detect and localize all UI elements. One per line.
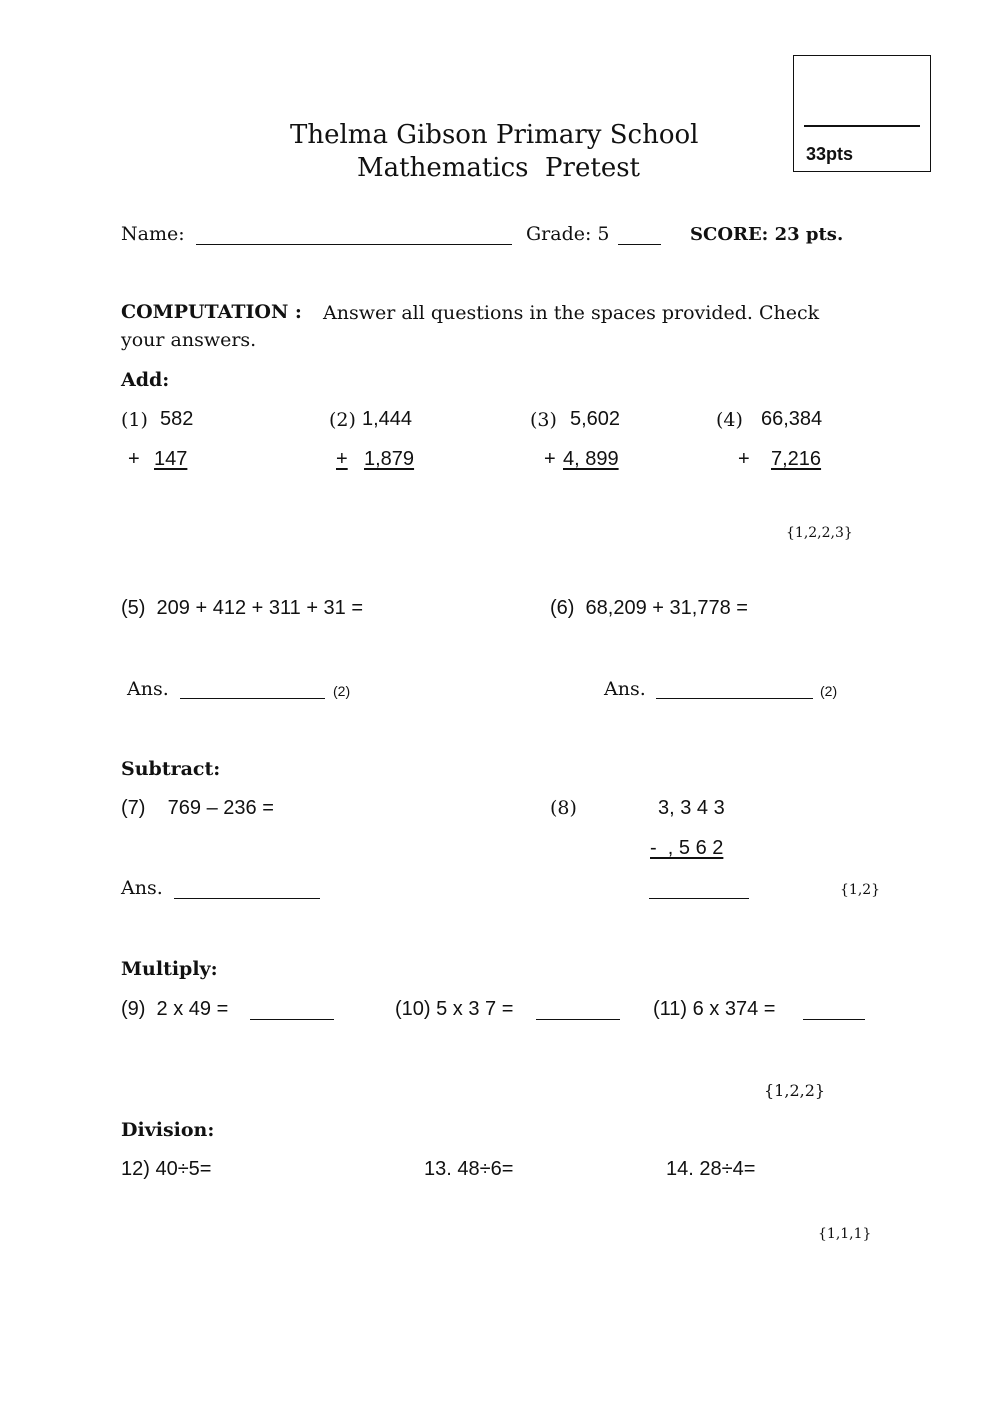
name-blank[interactable] (196, 243, 512, 245)
problem-3-number: (3) (530, 409, 557, 431)
problem-8-answer-blank[interactable] (649, 897, 749, 899)
problem-6-answer-blank[interactable] (656, 697, 813, 699)
problem-8-bottom: - , 5 6 2 (650, 837, 724, 859)
problem-4-number: (4) (716, 409, 743, 431)
score-blank-line (804, 125, 920, 127)
problem-9-answer-blank[interactable] (250, 1018, 334, 1020)
problem-7: (7) 769 – 236 = (121, 797, 274, 819)
problem-6-ans-label: Ans. (604, 678, 646, 700)
problem-1-bottom: 147 (154, 448, 188, 470)
division-heading: Division: (121, 1119, 215, 1141)
grade-blank[interactable] (618, 243, 661, 245)
instructions-line2: your answers. (121, 329, 257, 351)
problem-3-top: 5,602 (570, 408, 621, 430)
problem-11: (11) 6 x 374 = (653, 998, 776, 1020)
problem-8-number: (8) (550, 797, 577, 819)
problem-11-answer-blank[interactable] (803, 1018, 865, 1020)
multiply-heading: Multiply: (121, 958, 218, 980)
multiply-points: {1,2,2} (764, 1081, 826, 1100)
problem-5-points: (2) (333, 683, 351, 699)
problem-6: (6) 68,209 + 31,778 = (550, 597, 748, 619)
total-points: 33pts (806, 144, 854, 164)
total-points-box (793, 55, 931, 172)
grade-label: Grade: 5 (526, 223, 610, 245)
problem-2-number: (2) (329, 409, 356, 431)
problem-2-top: 1,444 (362, 408, 413, 430)
problem-9: (9) 2 x 49 = (121, 998, 229, 1020)
problem-3-bottom: 4, 899 (563, 448, 619, 470)
problem-1-number: (1) (121, 409, 148, 431)
computation-heading: COMPUTATION : (121, 301, 302, 323)
problem-2-bottom: 1,879 (364, 448, 415, 470)
problem-14: 14. 28÷4= (666, 1158, 756, 1180)
problem-1-op: + (128, 448, 140, 470)
problem-5: (5) 209 + 412 + 311 + 31 = (121, 597, 364, 619)
add-points: {1,2,2,3} (786, 525, 853, 541)
division-points: {1,1,1} (818, 1226, 872, 1242)
problem-12: 12) 40÷5= (121, 1158, 212, 1180)
instructions-line1: Answer all questions in the spaces provided. Check (323, 302, 820, 324)
subtract-heading: Subtract: (121, 758, 221, 780)
name-label: Name: (121, 223, 185, 245)
problem-10-answer-blank[interactable] (536, 1018, 620, 1020)
problem-13: 13. 48÷6= (424, 1158, 514, 1180)
problem-4-op: + (738, 448, 750, 470)
problem-2-op: + (336, 448, 348, 470)
score-label: SCORE: 23 pts. (690, 224, 844, 245)
problem-1-top: 582 (160, 408, 194, 430)
problem-4-top: 66,384 (761, 408, 823, 430)
test-title: Mathematics Pretest (357, 153, 640, 183)
problem-8-top: 3, 3 4 3 (658, 797, 725, 819)
problem-5-answer-blank[interactable] (180, 697, 325, 699)
subtract-points: {1,2} (840, 882, 881, 898)
school-name: Thelma Gibson Primary School (290, 120, 699, 150)
problem-7-ans-label: Ans. (121, 877, 163, 899)
problem-3-op: + (544, 448, 556, 470)
add-heading: Add: (121, 369, 170, 391)
problem-7-answer-blank[interactable] (174, 897, 320, 899)
problem-4-bottom: 7,216 (771, 448, 822, 470)
problem-10: (10) 5 x 3 7 = (395, 998, 514, 1020)
problem-6-points: (2) (820, 683, 838, 699)
problem-5-ans-label: Ans. (127, 678, 169, 700)
